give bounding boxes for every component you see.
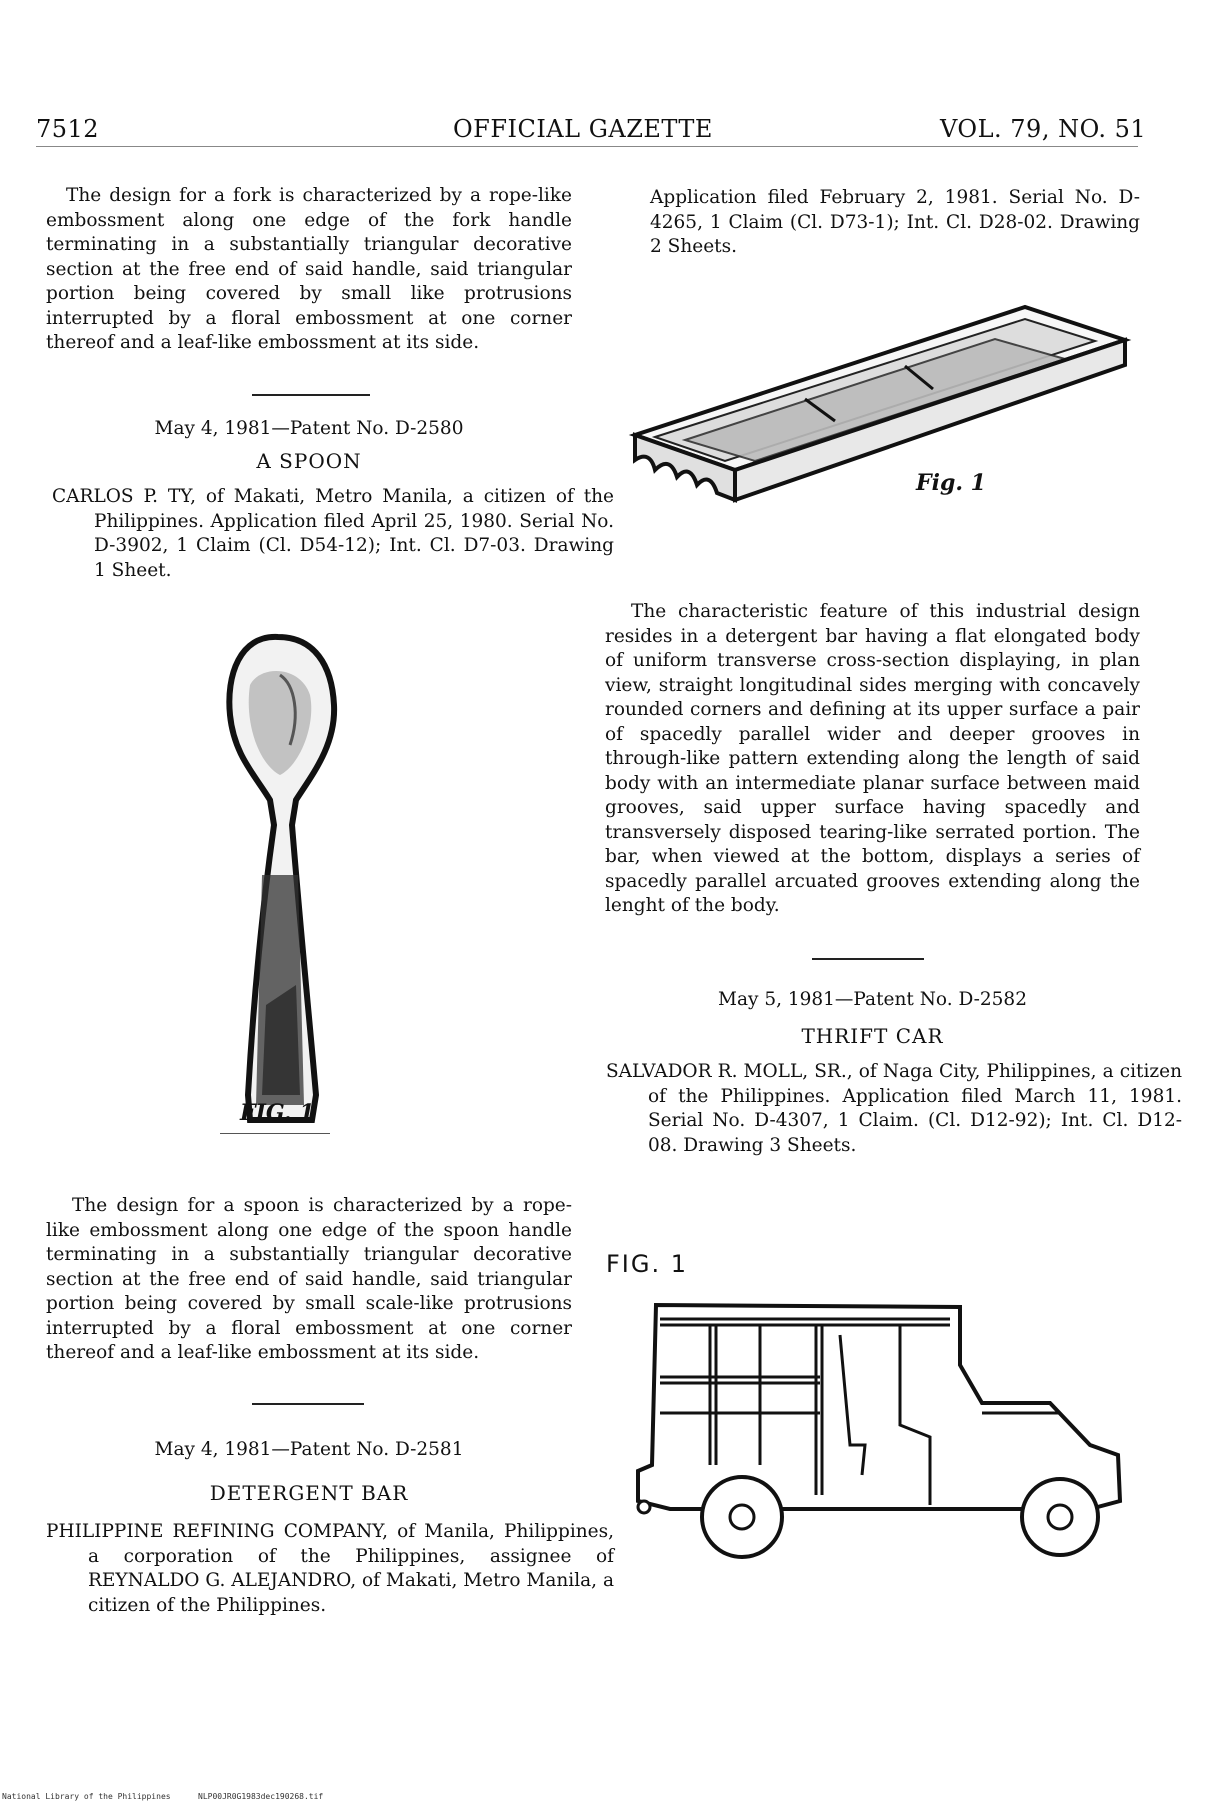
detergent-patent-details xyxy=(46,1520,614,1618)
detergent-fig-label: Fig. 1 xyxy=(916,470,986,496)
car-title: THRIFT CAR xyxy=(801,1024,944,1048)
header-rule xyxy=(36,146,1138,147)
spoon-title: A SPOON xyxy=(256,449,362,473)
detergent-details-a: of Manila, Philippines, a corporation of the Philippines, assignee of xyxy=(88,1521,614,1567)
car-application-details: of Naga City, Philippines, a citizen of the Philippines. Application filed March 11, 1981. Serial No. D-4307, 1 Claim. (Cl. D12-92); Int. Cl. D12-08. Drawing 3 Sheets. xyxy=(648,1061,1182,1156)
car-date-line: May 5, 1981—Patent No. D-2582 xyxy=(718,989,1027,1010)
spoon-application-details: of Makati, Metro Manila, a citizen of the Philippines. Application filed April 25, 1980. Serial No. D-3902, 1 Claim (Cl. D54-12); Int. Cl. D7-03. Drawing 1 Sheet. xyxy=(94,486,614,581)
detergent-assignee: REYNALDO G. ALEJANDRO, xyxy=(88,1570,357,1591)
detergent-description: The characteristic feature of this industrial design resides in a detergent bar having a flat elongated body of uniform transverse cross-section displaying, in plan view, straight longitudinal sides merging with concavely rounded corners and defining at its upper surface a pair of spacedly parallel wider and deeper grooves in through-like pattern extending along the length of said body with an intermediate planar surface between maid grooves, said upper surface having spacedly and transversely disposed tearing-like serrated portion. The bar, when viewed at the bottom, displays a series of spacedly parallel arcuated grooves extending along the lenght of the body. xyxy=(605,601,1140,916)
spoon-description: The design for a spoon is characterized by a rope-like embossment along one edge of the spoon handle terminating in a substantially triangular decorative section at the free end of said handle, said triangular portion being covered by small scale-like protrusions interrupted by a floral embossment at one corner thereof and a leaf-like embossment at its side. xyxy=(46,1195,572,1363)
section-divider-3 xyxy=(812,958,924,960)
spoon-drawing xyxy=(200,625,360,1145)
spoon-date-line: May 4, 1981—Patent No. D-2580 xyxy=(154,418,464,439)
page-number: 7512 xyxy=(36,115,100,143)
thrift-car-drawing xyxy=(630,1295,1130,1560)
car-inventor: SALVADOR R. MOLL, SR., xyxy=(606,1061,853,1082)
gazette-title: OFFICIAL GAZETTE xyxy=(453,115,713,143)
detergent-date-line: May 4, 1981—Patent No. D-2581 xyxy=(154,1439,464,1460)
detergent-title: DETERGENT BAR xyxy=(209,1481,409,1505)
spoon-fig-label: FIG. 1 xyxy=(240,1100,315,1126)
spoon-fig-underline xyxy=(220,1133,330,1134)
fork-description: The design for a fork is characterized by a rope-like embossment along one edge of the fork handle terminating in a substantially triangular decorative section at the free end of said handle, said triangular portion being covered by small like protrusions interrupted by a floral embossment at one corner thereof and a leaf-like embossment at its side. xyxy=(46,185,572,353)
section-divider xyxy=(252,394,370,396)
detergent-application-continued: Application filed February 2, 1981. Serial No. D-4265, 1 Claim (Cl. D73-1); Int. Cl. D28-02. Drawing 2 Sheets. xyxy=(650,187,1140,257)
spoon-inventor: CARLOS P. TY, xyxy=(52,486,196,507)
detergent-company: PHILIPPINE REFINING COMPANY, xyxy=(46,1521,388,1542)
volume-number: VOL. 79, NO. 51 xyxy=(940,115,1147,143)
spoon-patent-details xyxy=(52,485,614,583)
scan-filename: NLP00JR0G1983dec190268.tif xyxy=(198,1792,324,1801)
library-credit: National Library of the Philippines xyxy=(2,1792,171,1801)
car-fig-label: FIG. 1 xyxy=(606,1250,689,1278)
car-patent-details xyxy=(606,1060,1182,1158)
detergent-bar-drawing xyxy=(625,295,1135,525)
section-divider-2 xyxy=(252,1403,364,1405)
detergent-details-b: of Makati, Metro Manila, a citizen of the Philippines. xyxy=(88,1570,614,1616)
